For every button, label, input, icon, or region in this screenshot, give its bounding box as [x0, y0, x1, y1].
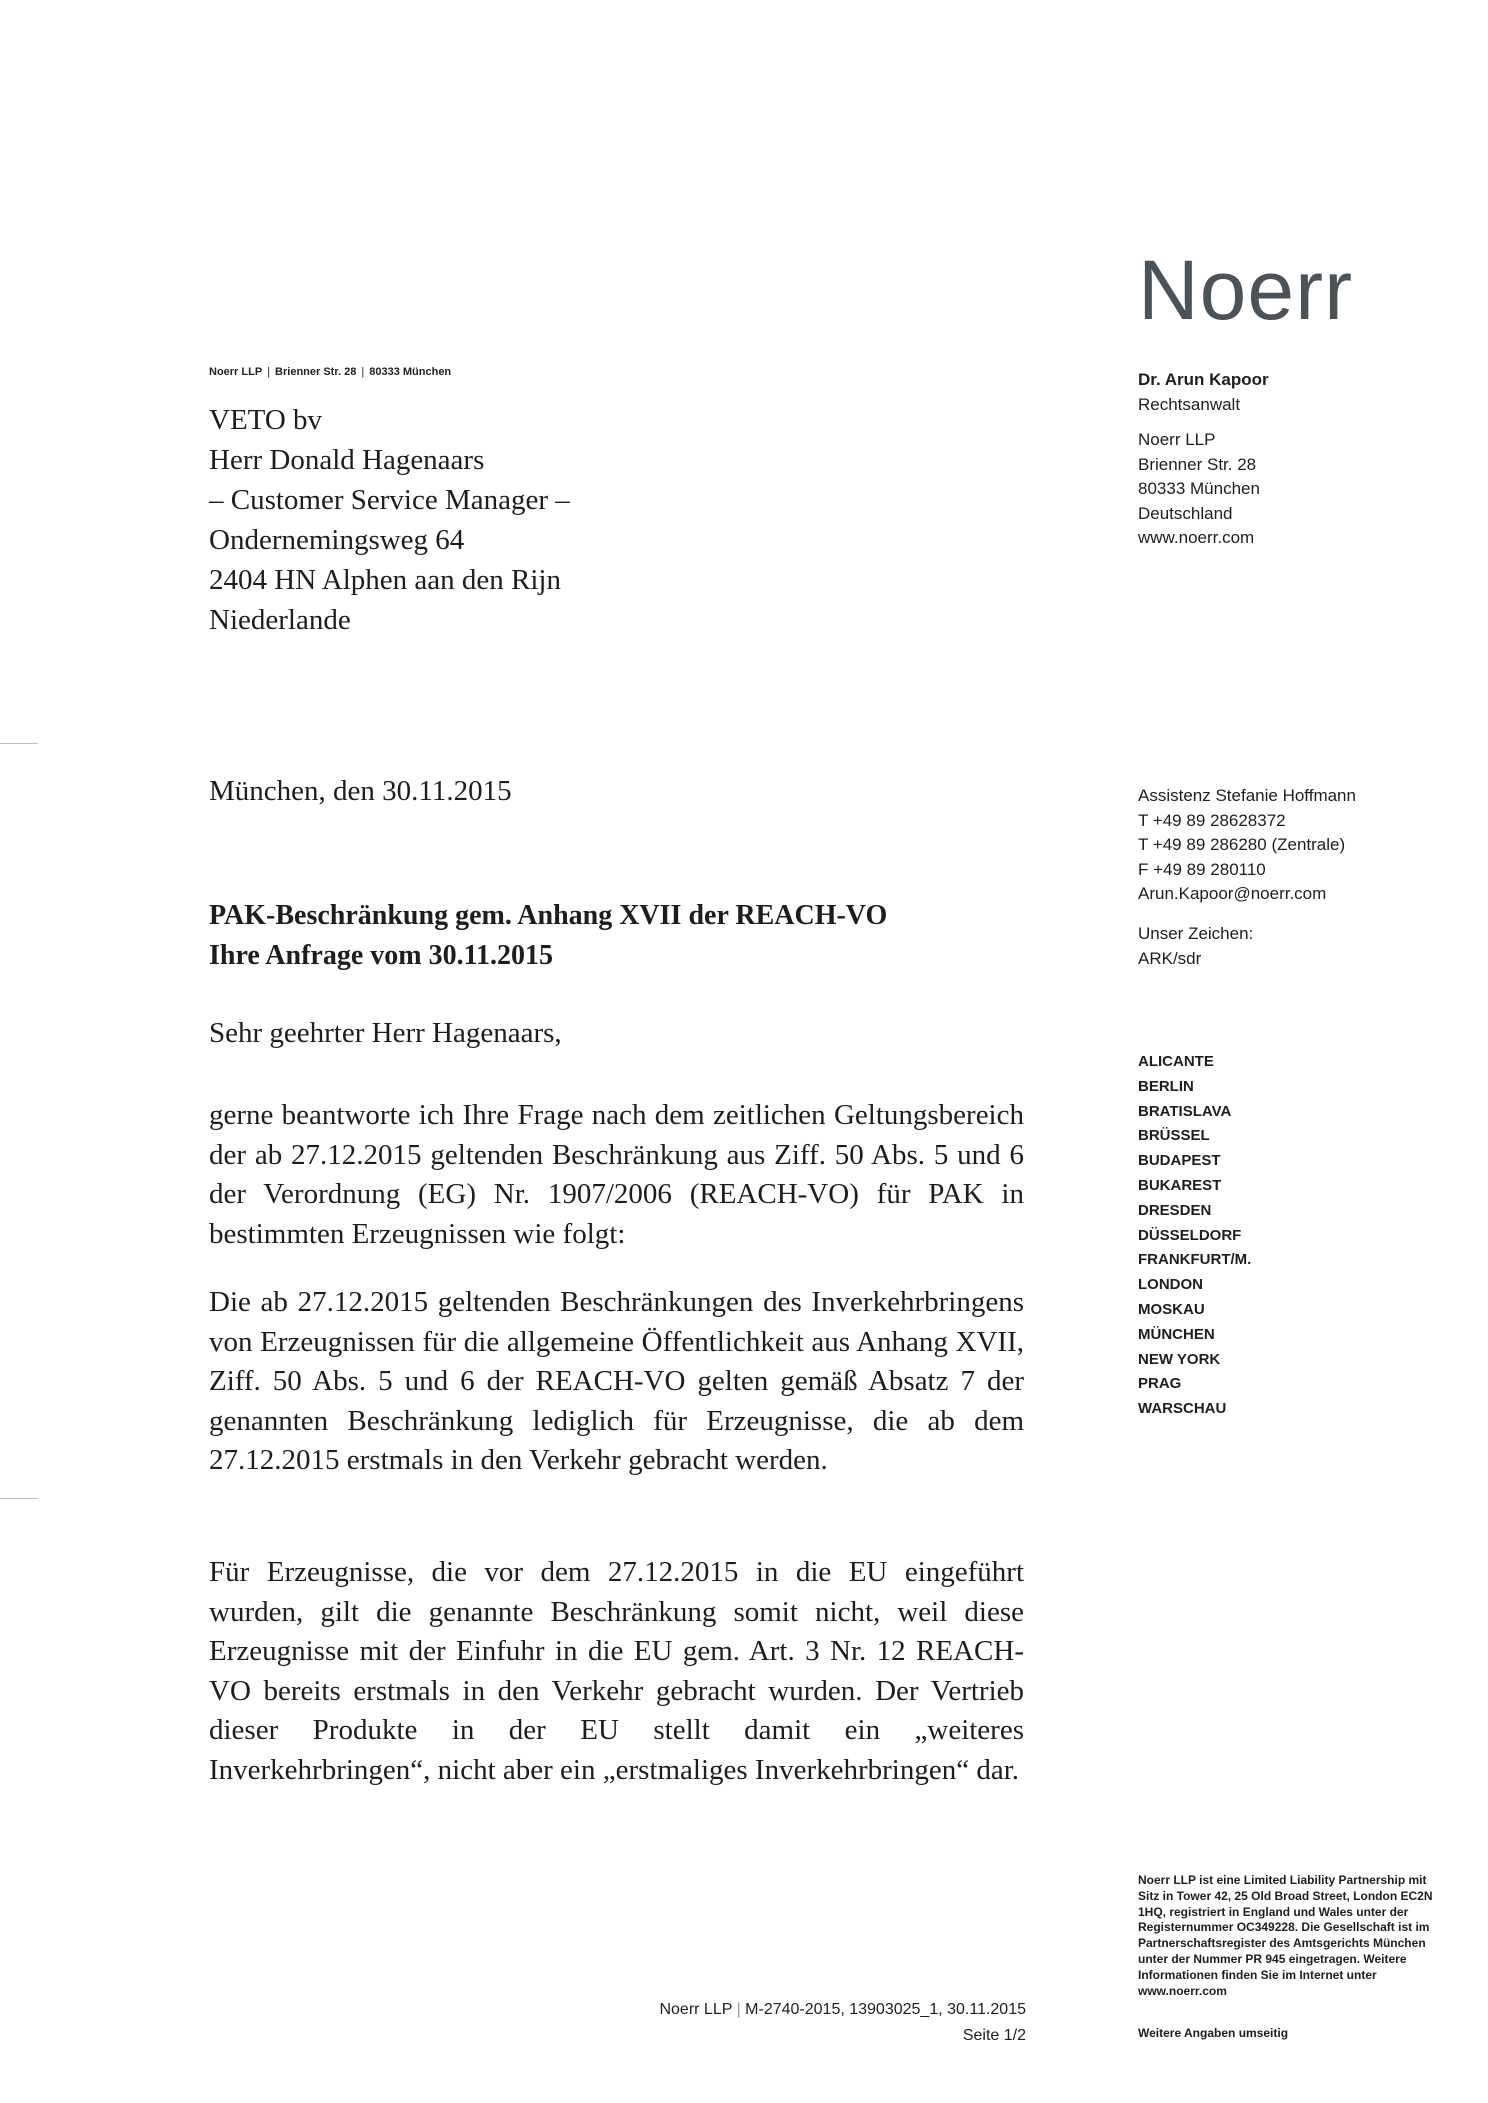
city-item: BUKAREST	[1138, 1176, 1222, 1194]
body-paragraph: gerne beantworte ich Ihre Frage nach dem zeitlichen Geltungsbereich der ab 27.12.2015 geltenden Beschränkung aus Ziff. 50 Abs. 5 und 6 der Verordnung (EG) Nr. 1907/2006 (REACH-VO) für PAK in bestimmten Erzeugnissen wie folgt:	[209, 1099, 1024, 1250]
sender-city: 80333 München	[369, 366, 452, 378]
assistant-line: Assistenz Stefanie Hoffmann	[1138, 786, 1356, 805]
sidebar-lawyer	[1138, 368, 1269, 417]
city-item: WARSCHAU	[1138, 1400, 1227, 1418]
lawyer-name: Dr. Arun Kapoor	[1138, 370, 1269, 389]
city-item: DRESDEN	[1138, 1201, 1212, 1219]
recipient-line: Herr Donald Hagenaars	[209, 444, 485, 476]
subject-line: PAK-Beschränkung gem. Anhang XVII der REACH-VO	[209, 900, 888, 931]
city-item: NEW YORK	[1138, 1350, 1221, 1368]
city-item: BUDAPEST	[1138, 1152, 1221, 1170]
separator: |	[361, 366, 365, 378]
letter-date: München, den 30.11.2015	[209, 775, 512, 807]
salutation: Sehr geehrter Herr Hagenaars,	[209, 1017, 562, 1049]
sidebar-office-cities	[1138, 1050, 1251, 1422]
city-item: MOSKAU	[1138, 1300, 1205, 1318]
fold-mark	[0, 1498, 38, 1499]
separator: |	[267, 366, 271, 378]
email-link[interactable]: Arun.Kapoor@noerr.com	[1138, 884, 1327, 903]
page-number: Seite 1/2	[962, 2027, 1026, 2044]
city-item: ALICANTE	[1138, 1053, 1214, 1070]
company-logo: Noerr	[1138, 243, 1354, 337]
separator: |	[736, 2001, 741, 2018]
fold-mark	[0, 743, 38, 744]
subject-line: Ihre Anfrage vom 30.11.2015	[209, 940, 554, 971]
sidebar-firm-address	[1138, 428, 1260, 551]
city-item: MÜNCHEN	[1138, 1325, 1215, 1343]
sender-firm: Noerr LLP	[209, 366, 263, 378]
sender-street: Brienner Str. 28	[275, 366, 357, 378]
lawyer-title: Rechtsanwalt	[1138, 394, 1241, 414]
firm-line: 80333 München	[1138, 479, 1260, 498]
phone-line: T +49 89 28628372	[1138, 810, 1286, 830]
footer-reference-line	[659, 1997, 1026, 2023]
sender-return-line	[209, 366, 451, 378]
recipient-line: VETO bv	[209, 404, 323, 436]
reference-value: ARK/sdr	[1138, 948, 1202, 968]
footer-reference: M-2740-2015, 13903025_1, 30.11.2015	[745, 2001, 1026, 2018]
letter-subject	[209, 896, 887, 976]
city-item: BRATISLAVA	[1138, 1102, 1232, 1120]
firm-website-link[interactable]: www.noerr.com	[1138, 528, 1255, 547]
recipient-line: Ondernemingsweg 64	[209, 524, 465, 556]
fax-line: F +49 89 280110	[1138, 859, 1266, 879]
legal-footnote: Noerr LLP ist eine Limited Liability Partnership mit Sitz in Tower 42, 25 Old Broad Street, London EC2N 1HQ, registriert in England und Wales unter der Registernummer OC349228. Die Gesellschaft ist im Partnerschaftsregister des Amtsgerichts München unter der Nummer PR 945 eingetragen. Weitere Informationen finden Sie im Internet unter www.noerr.com	[1138, 1873, 1433, 1998]
continued-note: Weitere Angaben umseitig	[1138, 2026, 1289, 2040]
recipient-line: 2404 HN Alphen aan den Rijn	[209, 564, 561, 596]
body-paragraph: Für Erzeugnisse, die vor dem 27.12.2015 in die EU eingeführt wurden, gilt die genannte Beschränkung somit nicht, weil diese Erzeugnisse mit der Einfuhr in die EU gem. Art. 3 Nr. 12 REACH-VO bereits erstmals in den Verkehr gebracht wurden. Der Vertrieb dieser Produkte in der EU stellt damit ein „weiteres Inverkehrbringen“, nicht aber ein „erstmaliges Inverkehrbringen“ dar.	[209, 1556, 1024, 1786]
reference-label: Unser Zeichen:	[1138, 924, 1254, 943]
city-item: FRANKFURT/M.	[1138, 1251, 1252, 1269]
recipient-line: – Customer Service Manager –	[209, 484, 570, 516]
footer-firm: Noerr LLP	[659, 2001, 733, 2018]
page-footer	[659, 1997, 1026, 2049]
city-item: DÜSSELDORF	[1138, 1226, 1242, 1244]
recipient-line: Niederlande	[209, 604, 351, 636]
city-item: PRAG	[1138, 1375, 1182, 1393]
sidebar-reference	[1138, 922, 1253, 971]
city-item: BERLIN	[1138, 1077, 1194, 1095]
sidebar-contact	[1138, 784, 1356, 907]
city-item: BRÜSSEL	[1138, 1127, 1210, 1145]
firm-line: Noerr LLP	[1138, 430, 1216, 449]
city-item: LONDON	[1138, 1276, 1203, 1294]
phone-line: T +49 89 286280 (Zentrale)	[1138, 835, 1346, 854]
recipient-address	[209, 400, 570, 640]
firm-line: Deutschland	[1138, 503, 1233, 523]
firm-line: Brienner Str. 28	[1138, 454, 1257, 474]
body-paragraph: Die ab 27.12.2015 geltenden Beschränkungen des Inverkehrbringens von Erzeugnissen für die allgemeine Öffentlichkeit aus Anhang XVII, Ziff. 50 Abs. 5 und 6 der REACH-VO gelten gemäß Absatz 7 der genannten Beschränkung lediglich für Erzeugnisse, die ab dem 27.12.2015 erstmals in den Verkehr gebracht werden.	[209, 1286, 1024, 1476]
